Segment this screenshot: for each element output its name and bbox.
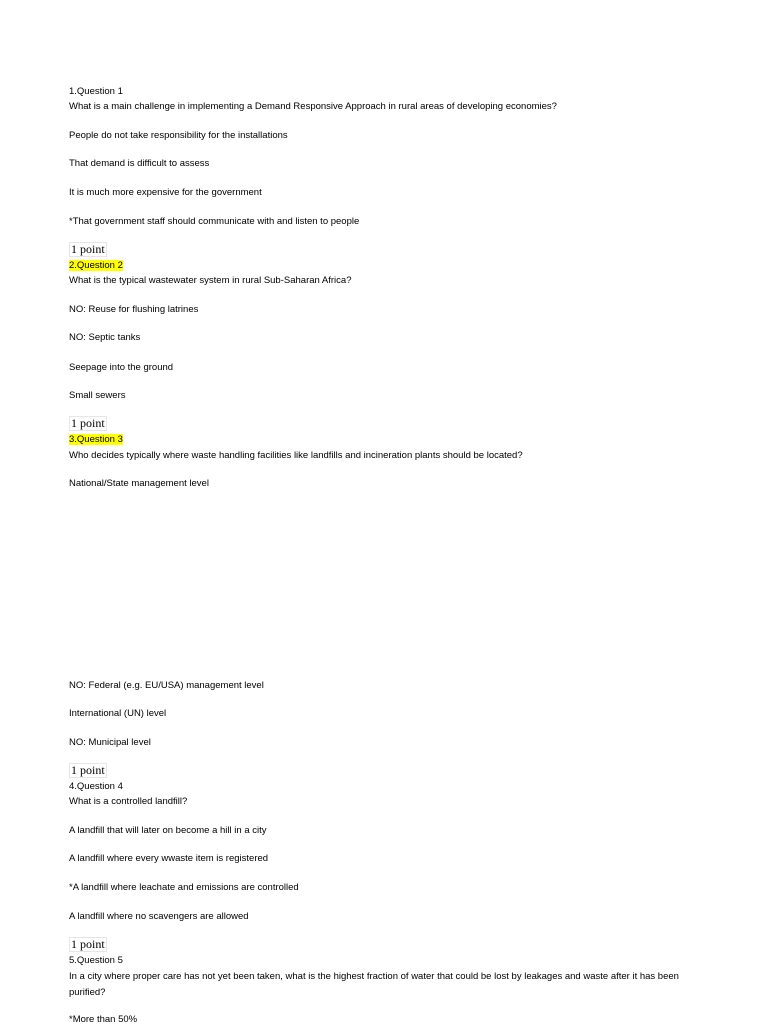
question-4-points: 1 point	[71, 937, 105, 951]
question-4-option-3: *A landfill where leachate and emissions are controlled	[69, 882, 299, 893]
question-1-option-1: People do not take responsibility for the installations	[69, 130, 288, 141]
question-3-points: 1 point	[71, 763, 105, 777]
question-2-header-highlight: 2.Question 2	[69, 260, 123, 271]
question-4-option-4: A landfill where no scavengers are allowed	[69, 911, 249, 922]
question-2-option-3: Seepage into the ground	[69, 362, 174, 373]
question-3-option-4: NO: Municipal level	[69, 737, 151, 748]
question-3-option-2: NO: Federal (e.g. EU/USA) management level	[69, 680, 264, 691]
question-1-option-4: *That government staff should communicate with and listen to people	[69, 216, 360, 227]
question-1-option-3: It is much more expensive for the government	[69, 187, 262, 198]
question-3-option-1: National/State management level	[69, 478, 209, 489]
question-2-option-1: NO: Reuse for flushing latrines	[69, 304, 199, 315]
question-3-option-3: International (UN) level	[69, 708, 167, 719]
question-2-option-4: Small sewers	[69, 390, 126, 401]
question-4-option-1: A landfill that will later on become a hill in a city	[69, 825, 267, 836]
question-1-header: 1.Question 1	[69, 86, 123, 97]
question-2-points: 1 point	[71, 416, 105, 430]
question-2-prompt: What is the typical wastewater system in rural Sub-Saharan Africa?	[69, 275, 352, 286]
question-4-prompt: What is a controlled landfill?	[69, 796, 188, 807]
question-2-header	[69, 260, 123, 272]
question-5-prompt: In a city where proper care has not yet been taken, what is the highest fraction of water that could be lost by leakages and waste after it has been purified?	[69, 971, 679, 998]
question-3-header	[69, 434, 123, 446]
question-1-points: 1 point	[71, 242, 105, 256]
question-3-header-highlight: 3.Question 3	[69, 434, 123, 445]
question-4-header: 4.Question 4	[69, 781, 123, 792]
question-1-option-2: That demand is difficult to assess	[69, 158, 210, 169]
question-5-option-1: *More than 50%	[69, 1014, 138, 1025]
question-1-prompt: What is a main challenge in implementing a Demand Responsive Approach in rural areas of developing economies?	[69, 101, 557, 112]
question-3-prompt: Who decides typically where waste handling facilities like landfills and incineration plants should be located?	[69, 450, 523, 461]
question-2-option-2: NO: Septic tanks	[69, 332, 141, 343]
question-4-option-2: A landfill where every wwaste item is registered	[69, 853, 269, 864]
question-5-header: 5.Question 5	[69, 955, 123, 966]
